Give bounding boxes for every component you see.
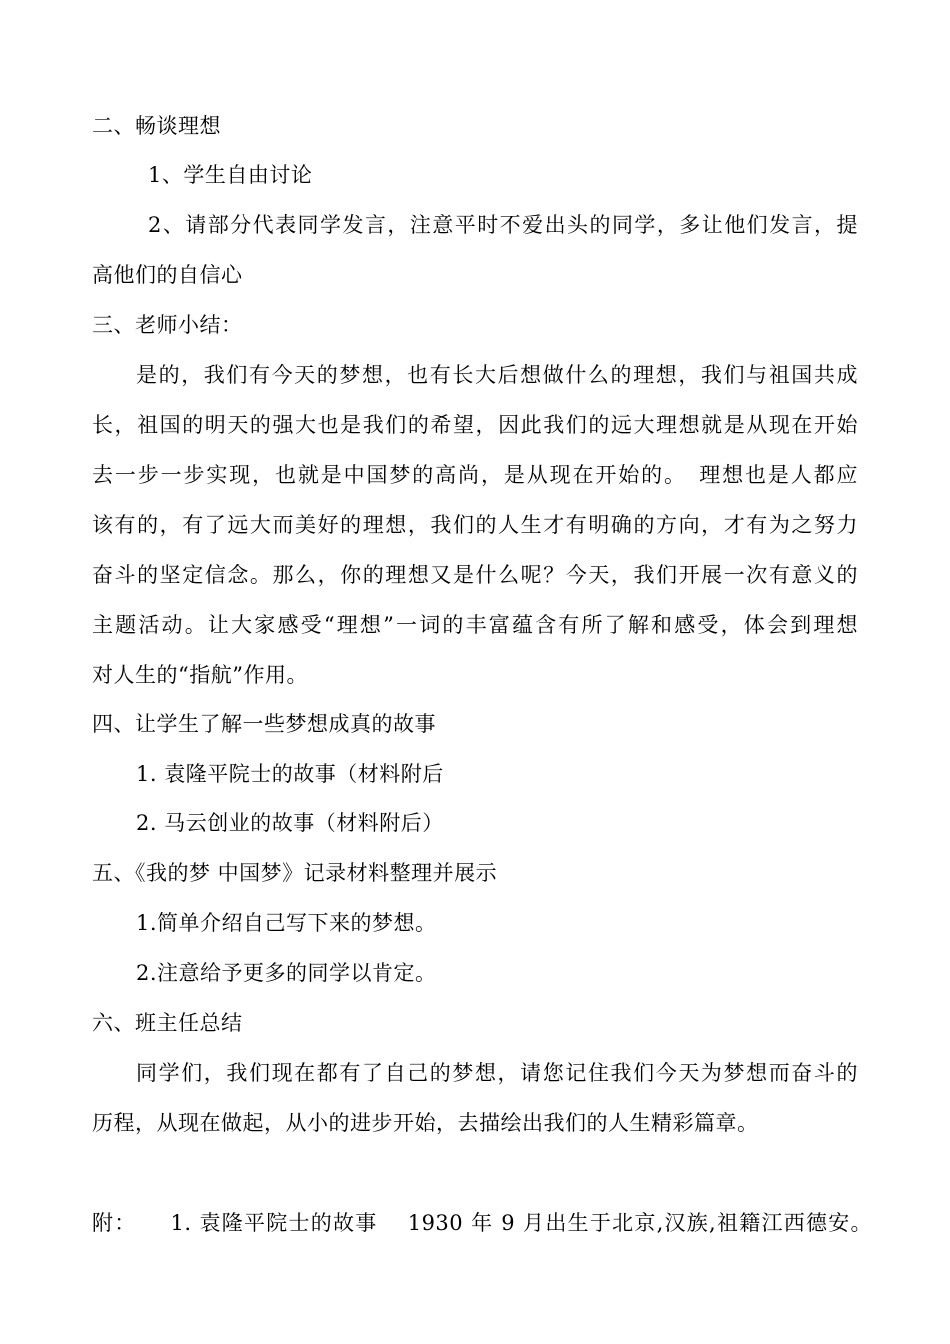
heading-section-4: 四、让学生了解一些梦想成真的故事: [92, 712, 436, 736]
list-item: 2. 马云创业的故事（材料附后）: [136, 811, 444, 835]
list-item: 1.简单介绍自己写下来的梦想。: [136, 911, 437, 935]
paragraph-line: 是的，我们有今天的梦想，也有长大后想做什么的理想，我们与祖国共成: [136, 363, 858, 387]
paragraph-line: 同学们，我们现在都有了自己的梦想，请您记住我们今天为梦想而奋斗的: [136, 1061, 858, 1085]
paragraph-line: 主题活动。让大家感受“理想”一词的丰富蕴含有所了解和感受，体会到理想: [92, 613, 858, 637]
list-item: 2.注意给予更多的同学以肯定。: [136, 961, 437, 985]
paragraph-line: 去一步一步实现，也就是中国梦的高尚，是从现在开始的。 理想也是人都应: [92, 463, 858, 487]
heading-section-3: 三、老师小结：: [92, 313, 243, 337]
paragraph-line: 奋斗的坚定信念。那么，你的理想又是什么呢？今天，我们开展一次有意义的: [92, 563, 858, 587]
list-item: 1. 袁隆平院士的故事（材料附后: [136, 762, 444, 786]
paragraph-line: 高他们的自信心: [92, 263, 243, 287]
heading-section-6: 六、班主任总结: [92, 1011, 243, 1035]
paragraph-line: 该有的，有了远大而美好的理想，我们的人生才有明确的方向，才有为之努力: [92, 513, 858, 537]
heading-section-5: 五、《我的梦 中国梦》记录材料整理并展示: [92, 861, 498, 885]
paragraph-line: 2、请部分代表同学发言，注意平时不爱出头的同学，多让他们发言，提: [148, 213, 858, 237]
heading-section-2: 二、畅谈理想: [92, 114, 221, 138]
appendix-line: 附： 1. 袁隆平院士的故事 1930 年 9 月出生于北京,汉族,祖籍江西德安。: [92, 1211, 872, 1235]
paragraph-line: 历程，从现在做起，从小的进步开始，去描绘出我们的人生精彩篇章。: [92, 1111, 759, 1135]
paragraph-line: 长，祖国的明天的强大也是我们的希望，因此我们的远大理想就是从现在开始: [92, 413, 858, 437]
paragraph-line: 对人生的“指航”作用。: [92, 663, 308, 687]
list-item: 1、学生自由讨论: [148, 163, 313, 187]
